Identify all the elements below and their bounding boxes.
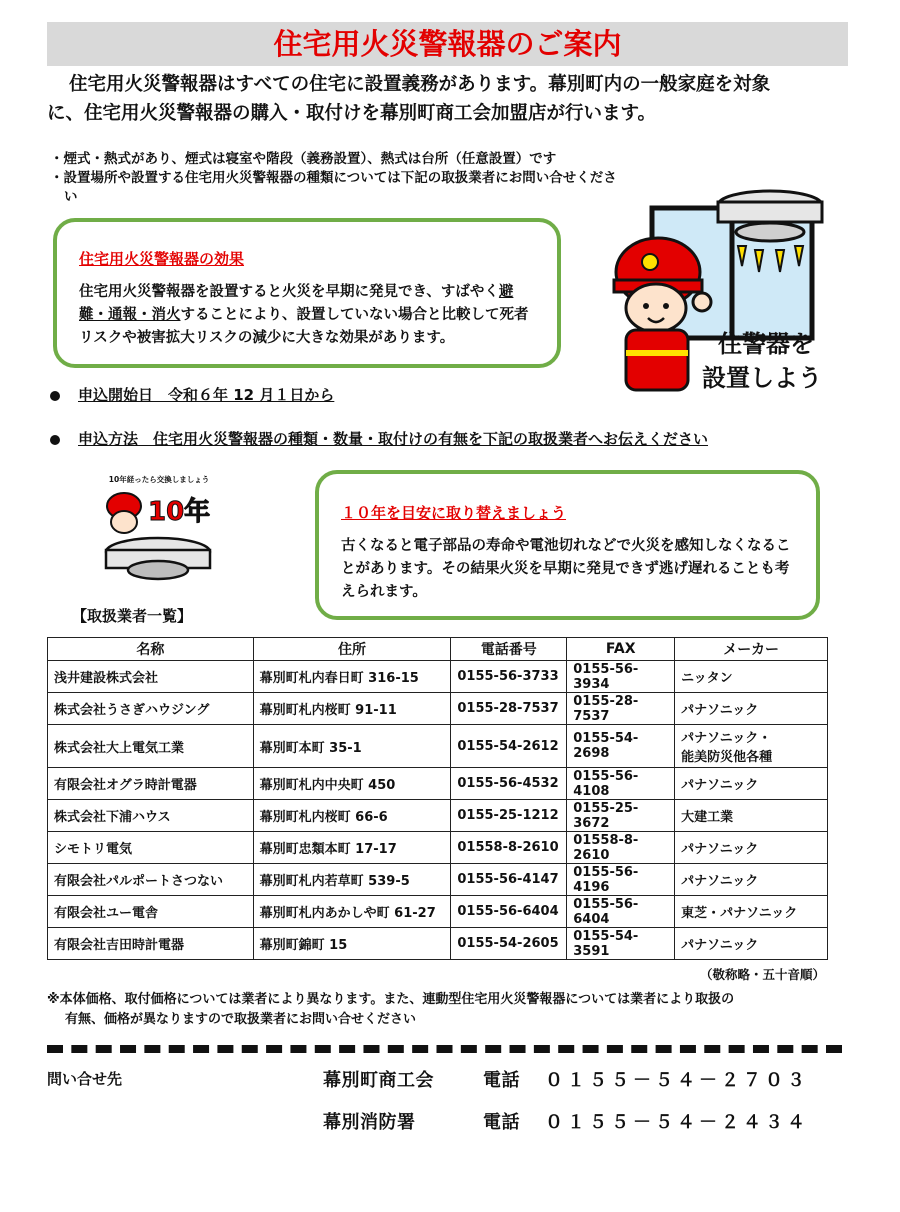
vendor-fax: 0155-56-3934 xyxy=(567,661,675,693)
ten-year-alarm-icon xyxy=(100,472,218,590)
intro-text xyxy=(47,70,852,128)
vendor-fax: 0155-56-4196 xyxy=(567,864,675,896)
vendor-tel: 0155-56-3733 xyxy=(451,661,567,693)
vendor-address: 幕別町札内若草町 539-5 xyxy=(253,864,451,896)
vendor-tel: 0155-28-7537 xyxy=(451,693,567,725)
vendor-name: 有限会社パルポートさつない xyxy=(48,864,254,896)
vendor-tel: 0155-56-4147 xyxy=(451,864,567,896)
vendor-name: 有限会社吉田時計電器 xyxy=(48,928,254,960)
table-row xyxy=(48,661,828,693)
intro-line-2: に、住宅用火災警報器の購入・取付けを幕別町商工会加盟店が行います。 xyxy=(47,103,657,124)
vendor-address: 幕別町札内桜町 66-6 xyxy=(253,800,451,832)
vendor-maker: パナソニック xyxy=(675,693,828,725)
table-row xyxy=(48,693,828,725)
vendor-maker xyxy=(675,725,828,768)
vendor-tel: 0155-56-6404 xyxy=(451,896,567,928)
ten-year-badge: 10年 xyxy=(148,497,211,527)
contact-entry xyxy=(323,1108,809,1134)
page-title: 住宅用火災警報器のご案内 xyxy=(47,22,848,66)
ten-year-caption: 10年経ったら交換しましょう xyxy=(108,475,210,484)
effect-text-a: 住宅用火災警報器を設置すると火災を早期に発見でき、すばやく xyxy=(79,284,499,300)
vendor-maker: パナソニック xyxy=(675,832,828,864)
vendor-name: 有限会社オグラ時計電器 xyxy=(48,768,254,800)
contact-org: 幕別消防署 xyxy=(323,1112,416,1133)
vendor-list-title: 【取扱業者一覧】 xyxy=(72,607,193,625)
vendor-maker: パナソニック xyxy=(675,864,828,896)
replace-box-title: １０年を目安に取り替えましょう xyxy=(341,504,567,522)
apply-method xyxy=(50,428,708,449)
contact-entry xyxy=(323,1066,809,1092)
apply-start xyxy=(50,384,334,405)
table-row xyxy=(48,800,828,832)
bullet-dot xyxy=(50,391,60,401)
header-maker: メーカー xyxy=(675,638,828,661)
vendor-address: 幕別町札内中央町 450 xyxy=(253,768,451,800)
vendor-tel: 0155-25-1212 xyxy=(451,800,567,832)
price-footnote xyxy=(47,990,847,1030)
apply-method-text: 申込方法 住宅用火災警報器の種類・数量・取付けの有無を下記の取扱業者へお伝えください xyxy=(78,430,709,448)
vendor-maker: 東芝・パナソニック xyxy=(675,896,828,928)
firefighter-alarm-illustration xyxy=(610,180,850,395)
contact-tel-label: 電話 xyxy=(483,1112,520,1133)
effect-box-text xyxy=(79,281,537,350)
ten-year-illustration xyxy=(100,472,218,590)
bullet-item: ・煙式・熱式があり、煙式は寝室や階段（義務設置）、熱式は台所（任意設置）です xyxy=(50,151,557,167)
table-row xyxy=(48,725,828,768)
vendor-table xyxy=(47,637,828,960)
effect-text-underlined: 避難・通報・消火 xyxy=(79,284,514,323)
contact-tel-label: 電話 xyxy=(483,1070,520,1091)
contact-org: 幕別町商工会 xyxy=(323,1070,434,1091)
vendor-tel: 01558-8-2610 xyxy=(451,832,567,864)
vendor-address: 幕別町錦町 15 xyxy=(253,928,451,960)
effect-text-b: することにより、設置していない場合と比較して死者リスクや被害拡大リスクの減少に大きな効果があります。 xyxy=(79,307,529,346)
vendor-name: 株式会社うさぎハウジング xyxy=(48,693,254,725)
vendor-tel: 0155-54-2612 xyxy=(451,725,567,768)
vendor-maker: パナソニック xyxy=(675,768,828,800)
firefighter-alarm-icon xyxy=(610,180,850,395)
contact-tel: ０１５５－５４－２７０３ xyxy=(545,1070,809,1091)
vendor-name: 有限会社ユー電舎 xyxy=(48,896,254,928)
vendor-tel: 0155-56-4532 xyxy=(451,768,567,800)
vendor-maker: ニッタン xyxy=(675,661,828,693)
table-row xyxy=(48,896,828,928)
dashed-divider xyxy=(47,1045,842,1053)
table-order-note: （敬称略・五十音順） xyxy=(699,967,825,982)
vendor-fax: 0155-54-2698 xyxy=(567,725,675,768)
bullet-dot xyxy=(50,435,60,445)
header-tel: 電話番号 xyxy=(451,638,567,661)
header-address: 住所 xyxy=(253,638,451,661)
vendor-maker: 大建工業 xyxy=(675,800,828,832)
vendor-name: 浅井建設株式会社 xyxy=(48,661,254,693)
vendor-fax: 0155-54-3591 xyxy=(567,928,675,960)
table-row xyxy=(48,768,828,800)
effect-box xyxy=(53,218,561,368)
illustration-caption-2: 設置しよう xyxy=(702,364,822,392)
contact-tel: ０１５５－５４－２４３４ xyxy=(545,1112,809,1133)
vendor-fax: 01558-8-2610 xyxy=(567,832,675,864)
vendor-maker: パナソニック xyxy=(675,928,828,960)
table-row xyxy=(48,928,828,960)
header-fax: FAX xyxy=(567,638,675,661)
table-row xyxy=(48,864,828,896)
footnote-line-1: ※本体価格、取付価格については業者により異なります。また、連動型住宅用火災警報器については業者により取扱の xyxy=(47,992,735,1007)
vendor-address: 幕別町忠類本町 17-17 xyxy=(253,832,451,864)
vendor-maker-line-1: パナソニック・ xyxy=(681,731,772,746)
replace-box-text: 古くなると電子部品の寿命や電池切れなどで火災を感知しなくなることがあります。その結果火災を早期に発見できず逃げ遅れることも考えられます。 xyxy=(341,538,791,600)
apply-start-text: 申込開始日 令和６年 12 月１日から xyxy=(78,386,335,404)
vendor-fax: 0155-28-7537 xyxy=(567,693,675,725)
footnote-line-2: 有無、価格が異なりますので取扱業者にお問い合せください xyxy=(65,1012,417,1027)
vendor-address: 幕別町札内春日町 316-15 xyxy=(253,661,451,693)
vendor-name: シモトリ電気 xyxy=(48,832,254,864)
vendor-fax: 0155-56-4108 xyxy=(567,768,675,800)
contact-label: 問い合せ先 xyxy=(47,1070,123,1088)
vendor-address: 幕別町本町 35-1 xyxy=(253,725,451,768)
table-row xyxy=(48,832,828,864)
info-bullets xyxy=(50,150,630,207)
effect-box-title: 住宅用火災警報器の効果 xyxy=(79,250,245,268)
vendor-fax: 0155-25-3672 xyxy=(567,800,675,832)
bullet-item: ・設置場所や設置する住宅用火災警報器の種類については下記の取扱業者にお問い合せください xyxy=(50,170,617,205)
vendor-name: 株式会社下浦ハウス xyxy=(48,800,254,832)
vendor-fax: 0155-56-6404 xyxy=(567,896,675,928)
header-name: 名称 xyxy=(48,638,254,661)
vendor-address: 幕別町札内桜町 91-11 xyxy=(253,693,451,725)
illustration-caption-1: 住警器を xyxy=(718,330,814,358)
replace-box xyxy=(315,470,820,620)
intro-line-1: 住宅用火災警報器はすべての住宅に設置義務があります。幕別町内の一般家庭を対象 xyxy=(69,74,771,95)
vendor-maker-line-2: 能美防災他各種 xyxy=(681,750,773,765)
table-header-row xyxy=(48,638,828,661)
vendor-address: 幕別町札内あかしや町 61-27 xyxy=(253,896,451,928)
vendor-name: 株式会社大上電気工業 xyxy=(48,725,254,768)
vendor-tel: 0155-54-2605 xyxy=(451,928,567,960)
